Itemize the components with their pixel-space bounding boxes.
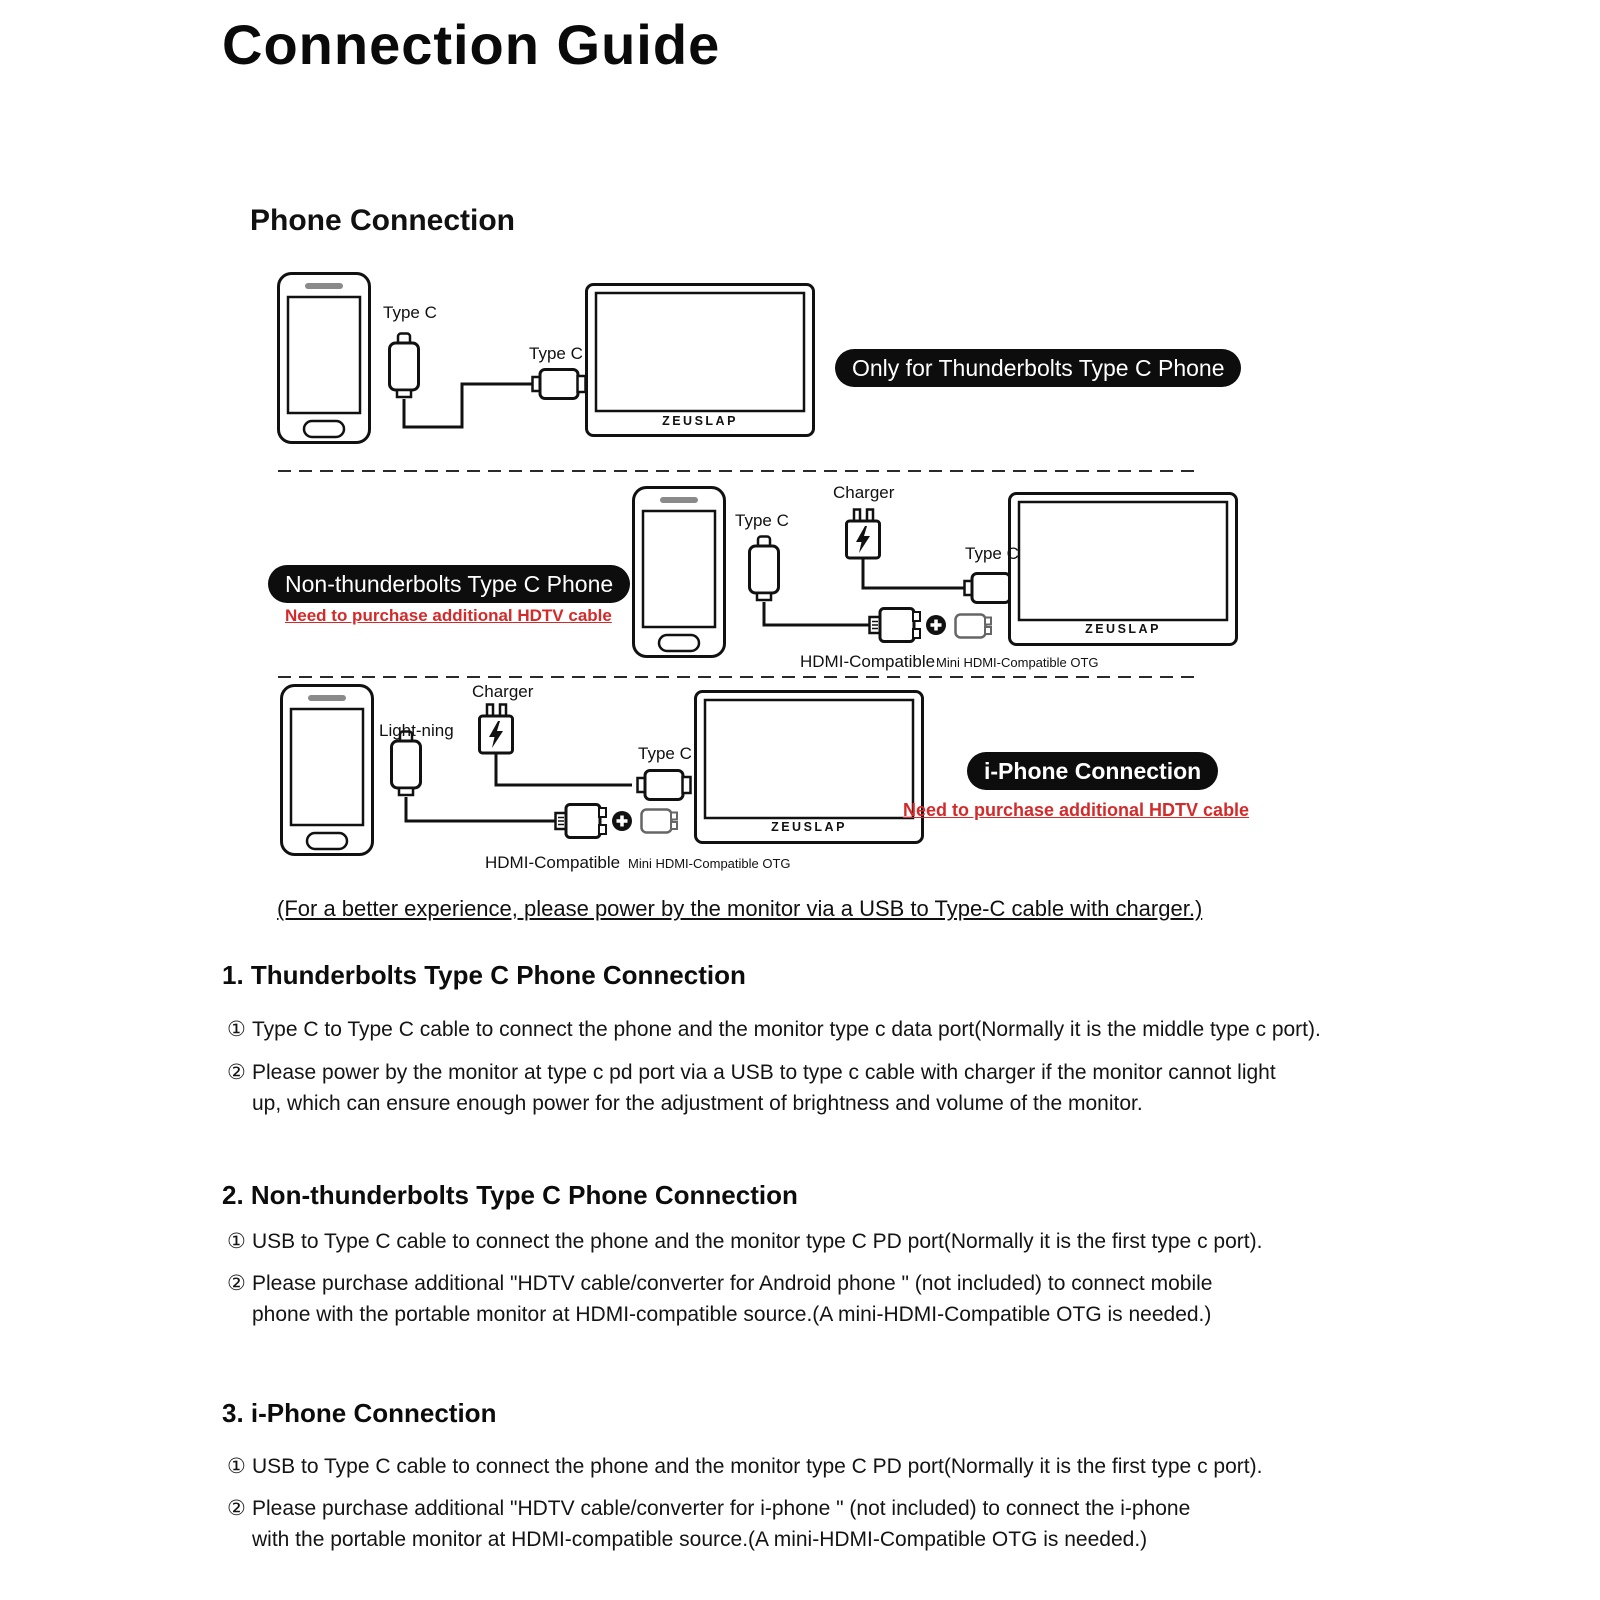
item-marker: ① — [227, 1230, 246, 1253]
brand-logo: ZEUSLAP — [662, 414, 738, 428]
mini-otg-label: Mini HDMI-Compatible OTG — [936, 655, 1099, 670]
type-c-label: Type C — [735, 511, 789, 530]
instruction-item — [227, 1268, 1242, 1330]
charger-label: Charger — [472, 682, 534, 701]
phone-icon — [282, 686, 373, 855]
dashed-divider — [278, 676, 1199, 678]
type-c-label: Type C — [529, 344, 583, 363]
item-text: USB to Type C cable to connect the phone and the monitor type C PD port(Normally it is the first type c port). — [252, 1455, 1263, 1478]
cable-line — [764, 602, 872, 625]
type-c-connector-icon — [390, 334, 419, 398]
monitor-icon — [587, 285, 814, 436]
brand-logo: ZEUSLAP — [1085, 622, 1161, 636]
item-text: Please purchase additional "HDTV cable/converter for i-phone " (not included) to connect the i-phone with the portable monitor at HDMI-compatible source.(A mini-HDMI-Compatible OTG is needed.) — [252, 1497, 1191, 1551]
phone-icon — [634, 488, 725, 657]
otg-adapter-icon — [956, 615, 992, 638]
plus-icon — [612, 811, 632, 831]
brand-logo: ZEUSLAP — [771, 820, 847, 834]
cable-line — [404, 384, 533, 427]
item-marker: ② — [227, 1272, 246, 1295]
hdtv-warning: Need to purchase additional HDTV cable — [285, 606, 612, 625]
item-marker: ① — [227, 1455, 246, 1478]
instruction-item — [227, 1014, 1427, 1045]
charger-label: Charger — [833, 483, 895, 502]
item-marker: ① — [227, 1018, 246, 1041]
hdtv-warning: Need to purchase additional HDTV cable — [903, 800, 1250, 820]
instruction-item — [227, 1451, 1427, 1482]
iphone-badge: i-Phone Connection — [967, 752, 1218, 790]
section-heading: 1. Thunderbolts Type C Phone Connection — [222, 960, 746, 990]
thunderbolt-badge: Only for Thunderbolts Type C Phone — [835, 349, 1241, 387]
page-title: Connection Guide — [222, 13, 721, 76]
instruction-item — [227, 1226, 1427, 1257]
item-marker: ② — [227, 1497, 246, 1520]
dashed-divider — [278, 470, 1199, 472]
lightning-connector-icon — [392, 732, 421, 796]
lightning-label: Light-ning — [379, 721, 454, 740]
type-c-label: Type C — [965, 544, 1019, 563]
hdmi-plug-icon — [870, 609, 921, 642]
item-text: Type C to Type C cable to connect the phone and the monitor type c data port(Normally it is the middle type c port). — [252, 1018, 1321, 1041]
charger-icon — [480, 705, 513, 754]
footnote: (For a better experience, please power by the monitor via a USB to Type-C cable with charger.) — [277, 896, 1203, 921]
instruction-item — [227, 1057, 1297, 1119]
cable-line — [863, 558, 967, 588]
plus-icon — [926, 615, 946, 635]
type-c-label: Type C — [638, 744, 692, 763]
phone-icon — [279, 274, 370, 443]
hdmi-plug-icon — [556, 805, 607, 838]
item-marker: ② — [227, 1061, 246, 1084]
hdmi-compatible-label: HDMI-Compatible — [485, 853, 621, 872]
cable-line — [496, 753, 632, 785]
section-heading: 3. i-Phone Connection — [222, 1398, 497, 1428]
type-c-label: Type C — [383, 303, 437, 322]
cable-line — [406, 797, 558, 821]
mini-otg-label: Mini HDMI-Compatible OTG — [628, 856, 791, 871]
non-thunderbolt-badge: Non-thunderbolts Type C Phone — [268, 565, 630, 603]
phone-connection-heading: Phone Connection — [250, 204, 515, 237]
otg-adapter-icon — [642, 810, 678, 833]
section-heading: 2. Non-thunderbolts Type C Phone Connection — [222, 1180, 798, 1210]
item-text: Please purchase additional "HDTV cable/converter for Android phone " (not included) to connect mobile phone with the portable monitor at HDMI-compatible source.(A mini-HDMI-Compatible OTG is needed.) — [252, 1272, 1213, 1326]
hdmi-compatible-label: HDMI-Compatible — [800, 652, 936, 671]
instruction-item — [227, 1493, 1230, 1555]
charger-icon — [847, 510, 880, 559]
type-c-connector-icon — [533, 370, 586, 399]
type-c-connector-icon — [750, 537, 779, 601]
type-c-connector-icon — [638, 771, 691, 800]
item-text: USB to Type C cable to connect the phone and the monitor type C PD port(Normally it is the first type c port). — [252, 1230, 1263, 1253]
item-text: Please power by the monitor at type c pd port via a USB to type c cable with charger if the monitor cannot light up, which can ensure enough power for the adjustment of brightness and volume of the monitor. — [252, 1061, 1276, 1115]
